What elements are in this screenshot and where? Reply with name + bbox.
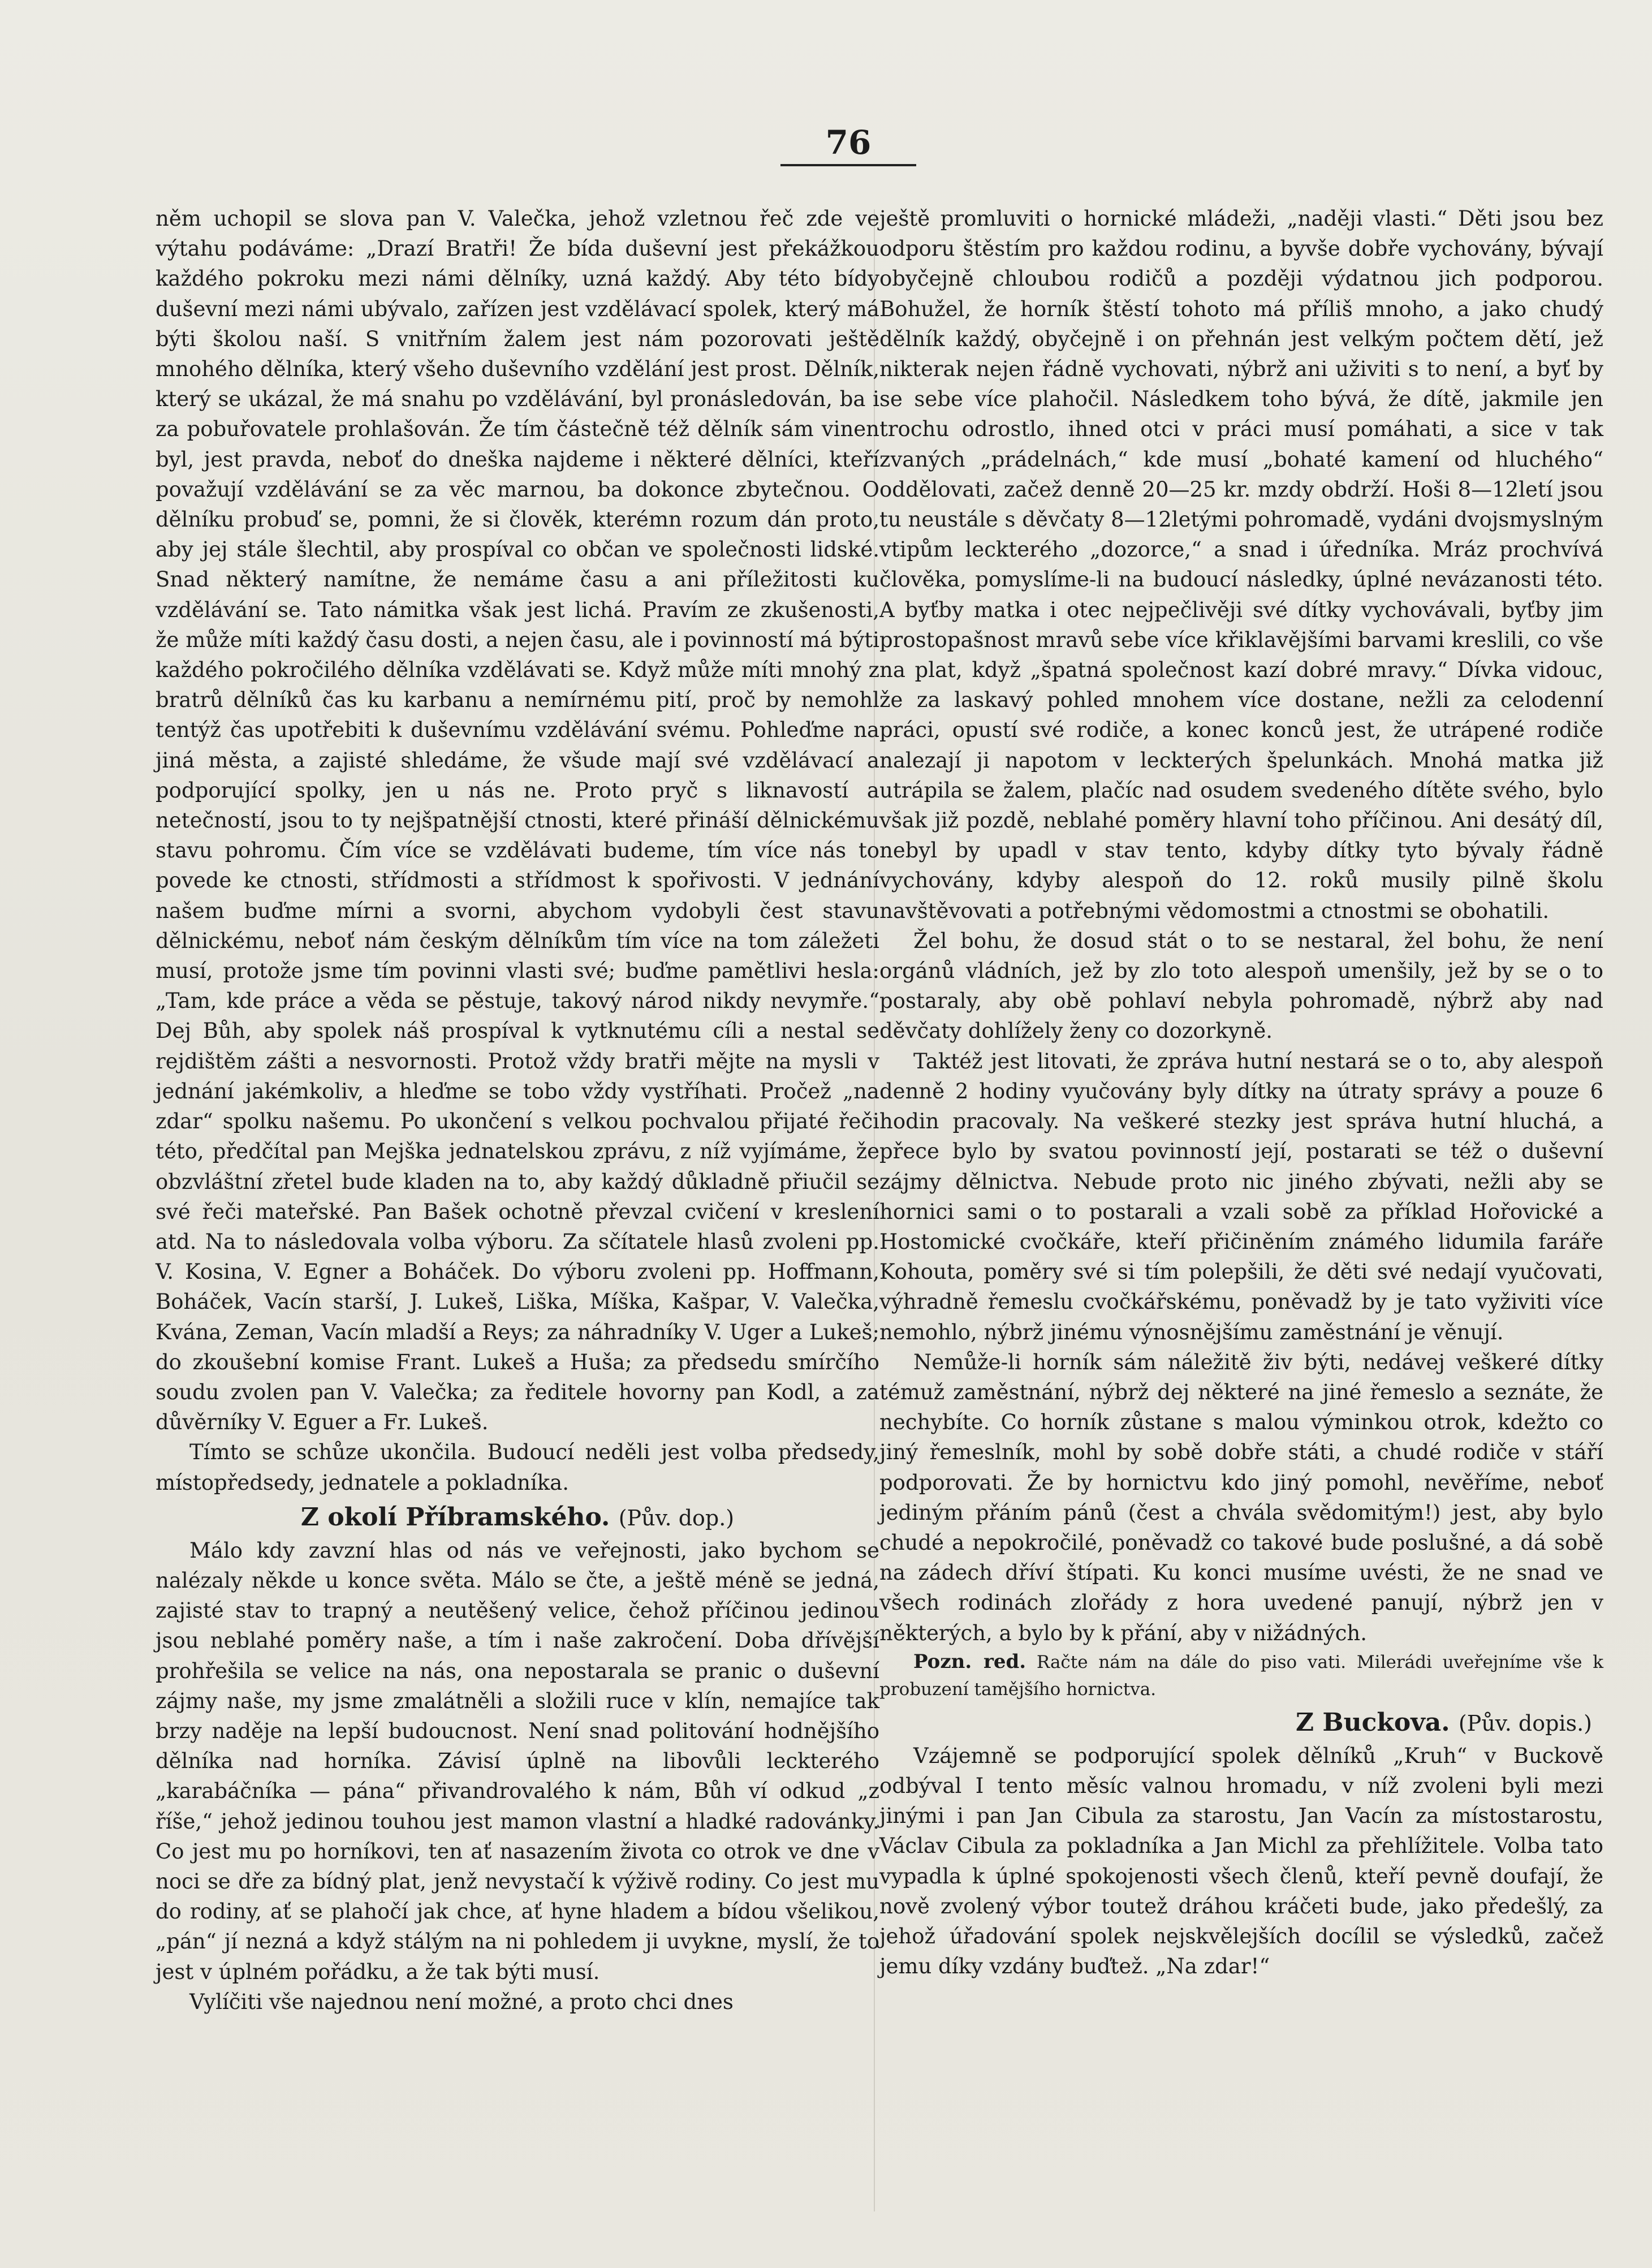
paragraph: Nemůže-li horník sám náležitě živ býti, nedávej veškeré dítky témuž zaměstnání, nýbrž dej některé na jiné řemeslo a seznáte, že nechybíte. Co horník zůstane s malou výminkou otrok, kdežto co jiný řemeslník, mohl by sobě dobře státi, a chudé rodiče v stáří podporovati. Že by hornictvu kdo jiný pomohl, nevěříme, neboť jediným přáním pánů (čest a chvála svědomitým!) jest, aby bylo chudé a nepokročilé, poněvadž co takové bude poslušné, a dá sobě na zádech dříví štípati. Ku konci musíme uvésti, že ne snad ve všech rodinách zlořády z hora uvedené panují, nýbrž jen v některých, a bylo by k přání, aby v nižádných.	[879, 1349, 1603, 1645]
section-title: Z Buckova.	[1295, 1708, 1450, 1737]
paragraph: Žel bohu, že dosud stát o to se nestaral, žel bohu, že není orgánů vládních, jež by zlo toto alespoň umenšily, jež by se o to postaraly, aby obě pohlaví nebyla pohromadě, nýbrž aby nad děvčaty dohlížely ženy co dozorkyně.	[879, 928, 1603, 1044]
paragraph: Málo kdy zavzní hlas od nás ve veřejnosti, jako bychom se nalézaly někde u konce světa. Málo se čte, a ještě méně se jedná, zajisté stav to trapný a neutěšený velice, čehož příčinou jedinou jsou neblahé poměry naše, a tím i naše zakročení. Doba dřívější prohřešila se velice na nás, ona nepostarala se pranic o duševní zájmy naše, my jsme zmalátněli a složili ruce v klín, nemajíce tak brzy naděje na lepší budoucnost. Není snad politování hodnějšího dělníka nad horníka. Závisí úplně na libovůli leckterého „karabáčníka — pána“ přivandrovalého k nám, Bůh ví odkud „z říše,“ jehož jedinou touhou jest mamon vlastní a hladké radovánky. Co jest mu po horníkovi, ten ať nasazením života co otrok ve dne v noci se dře za bídný plat, jenž nevystačí k výživě rodiny. Co jest mu do rodiny, ať se plahočí jak chce, ať hyne hladem a bídou všelikou, „pán“ jí nezná a když stálým na ni pohledem ji uvykne, myslí, že to jest v úplném pořádku, a že tak býti musí.	[156, 1538, 879, 1984]
section-note: (Pův. dopis.)	[1458, 1710, 1592, 1736]
section-title: Z okolí Příbramského.	[300, 1502, 610, 1532]
section-note: (Pův. dop.)	[618, 1505, 735, 1530]
editor-note-text: Račte nám na dále do piso vati. Milerádi uveřejníme vše k probuzení tamějšího hornictva.	[879, 1652, 1603, 1700]
paragraph: Vzájemně se podporující spolek dělníků „Kruh“ v Buckově odbýval I tento měsíc valnou hromadu, v níž zvoleni byli mezi jinými i pan Jan Cibula za starostu, Jan Vacín za místostarostu, Václav Cibula za pokladníka a Jan Michl za přehlížitele. Volba tato vypadla k úplné spokojenosti všech členů, kteří pevně doufají, že nově zvolený výbor toutež dráhou kráčeti bude, jako předešlý, za jehož úřadování spolek nejskvělejších docílil se výsledků, začež jemu díky vzdány buďtež. „Na zdar!“	[879, 1743, 1603, 1979]
paragraph: Taktéž jest litovati, že zpráva hutní nestará se o to, aby alespoň denně 2 hodiny vyučovány byly dítky na útraty správy a pouze 6 hodin pracovaly. Na veškeré stezky jest správa hutní hluchá, a přece bylo by svatou povinností její, postarati se též o duševní zájmy dělnictva. Nebude proto nic jiného zbývati, nežli aby se hornici sami o to postarali a vzali sobě za příklad Hořovické a Hostomické cvočkáře, kteří přičiněním známého lidumila faráře Kohouta, poměry své si tím polepšili, že děti své nedají vyučovati, výhradně řemeslu cvočkářskému, poněvadž by je tato vyživiti více nemohlo, nýbrž jinému výnosnějšímu zaměstnání je věnují.	[879, 1049, 1603, 1344]
editor-note	[879, 1648, 1603, 1703]
paragraph: ještě promluviti o hornické mládeži, „naději vlasti.“ Děti jsou bez odporu štěstím pro každou rodinu, a byvše dobře vychovány, bývají obyčejně chloubou rodičů a později výdatnou jich podporou. Bohužel, že horník štěstí tohoto má příliš mnoho, a jako chudý dělník každý, obyčejně i on přehnán jest velkým počtem dětí, jež nikterak nejen řádně vychovati, nýbrž ani uživiti s to není, a byť by se sebe více plahočil. Následkem toho bývá, že dítě, jakmile jen trochu odrostlo, ihned otci v práci musí pomáhati, a sice v tak zvaných „prádelnách,“ kde musí „bohaté kamení od hluchého“ oddělovati, začež denně 20—25 kr. mzdy obdrží. Hoši 8—12letí jsou tu neustále s děvčaty 8—12letými pohromadě, vydáni dvojsmyslným vtipům leckterého „dozorce,“ a snad i úředníka. Mráz prochvívá člověka, pomyslíme-li na budoucí následky, úplné nevázanosti této. A byťby matka i otec nejpečlivěji své dítky vychovávali, byťby jim prostopašnost mravů sebe více křiklavějšími barvami kreslili, co vše na plat, když „špatná společnost kazí dobré mravy.“ Dívka vidouc, že za laskavý pohled mnohem více dostane, nežli za celodenní práci, opustí své rodiče, a konec konců jest, že utrápené rodiče nalezají ji napotom v leckterých špelunkách. Mnohá matka již utrápila se žalem, plačíc nad osudem svedeného dítěte svého, bylo však již pozdě, neblahé poměry hlavní toho příčinou. Ani desátý díl, nebyl by upadl v stav tento, kdyby dítky tyto bývaly řádně vychovány, kdyby alespoň do 12. roků musily pilně školu navštěvovati a potřebnými vědomostmi a ctnostmi se obohatili.	[879, 206, 1603, 923]
paragraph: Tímto se schůze ukončila. Budoucí neděli jest volba předsedy, místopředsedy, jednatele a pokladníka.	[156, 1440, 879, 1495]
editor-note-label: Pozn. red.	[913, 1650, 1026, 1673]
section-heading	[156, 1501, 879, 1534]
section-heading	[879, 1706, 1603, 1740]
header-rule	[780, 164, 916, 166]
left-column	[156, 204, 879, 2017]
paragraph: Vylíčiti vše najednou není možné, a proto chci dnes	[189, 1989, 734, 2014]
page-number: 76	[825, 123, 872, 162]
paragraph: něm uchopil se slova pan V. Valečka, jehož vzletnou řeč zde ve výtahu podáváme: „Drazí Bratři! Že bída duševní jest překážkou každého pokroku mezi námi dělníky, uzná každý. Aby této bídy duševní mezi námi ubývalo, zařízen jest vzdělávací spolek, který má býti školou naší. S vnitřním žalem jest nám pozorovati ještě mnohého dělníka, který všeho duševního vzdělání jest prost. Dělník, který se ukázal, že má snahu po vzdělávání, byl pronásledován, ba i za pobuřovatele prohlašován. Že tím částečně též dělník sám vinen byl, jest pravda, neboť do dneška najdeme i některé dělníci, kteří považují vzdělávání se za věc marnou, ba dokonce zbytečnou. O dělníku probuď se, pomni, že si člověk, kterémn rozum dán proto, aby jej stále šlechtil, aby prospíval co občan ve společnosti lidské. Snad některý namítne, že nemáme času a ani příležitosti ku vzdělávání se. Tato námitka však jest lichá. Pravím ze zkušenosti, že může míti každý času dosti, a nejen času, ale i povinností má býti každého pokročilého dělníka vzdělávati se. Když může míti mnohý z bratrů dělníků čas ku karbanu a nemírnému pití, proč by nemohl tentýž čas upotřebiti k duševnímu vzdělávání svému. Pohleďme na jiná města, a zajisté shledáme, že všude mají své vzdělávací a podporující spolky, jen u nás ne. Proto pryč s liknavostí a netečností, jsou to ty nejšpatnější ctnosti, které přináší dělnickému stavu pohromu. Čím více se vzdělávati budeme, tím více nás to povede ke ctnosti, střídmosti a střídmost k spořivosti. V jednání našem buďme mírni a svorni, abychom vydobyli čest stavu dělnickému, neboť nám českým dělníkům tím více na tom záležeti musí, protože jsme tím povinni vlasti své; buďme pamětlivi hesla: „Tam, kde práce a věda se pěstuje, takový národ nikdy nevymře.“ Dej Bůh, aby spolek náš prospíval k vytknutému cíli a nestal se rejdištěm zášti a nesvornosti. Protož vždy bratři mějte na mysli v jednání jakémkoliv, a hleďme se tobo vždy vystříhati. Pročež „na zdar“ spolku našemu. Po ukončení s velkou pochvalou přijaté řeči této, předčítal pan Mejška jednatelskou zprávu, z níž vyjímáme, že obzvláštní zřetel bude kladen na to, aby každý důkladně přiučil se své řeči mateřské. Pan Bašek ochotně převzal cvičení v kreslení atd. Na to následovala volba výboru. Za sčítatele hlasů zvoleni pp. V. Kosina, V. Egner a Boháček. Do výboru zvoleni pp. Hoffmann, Boháček, Vacín starší, J. Lukeš, Liška, Míška, Kašpar, V. Valečka, Kvána, Zeman, Vacín mladší a Reys; za náhradníky V. Uger a Lukeš; do zkoušební komise Frant. Lukeš a Huša; za předsedu smírčího soudu zvolen pan V. Valečka; za ředitele hovorny pan Kodl, a za důvěrníky V. Eguer a Fr. Lukeš.	[156, 206, 879, 1435]
right-column	[879, 204, 1603, 1981]
